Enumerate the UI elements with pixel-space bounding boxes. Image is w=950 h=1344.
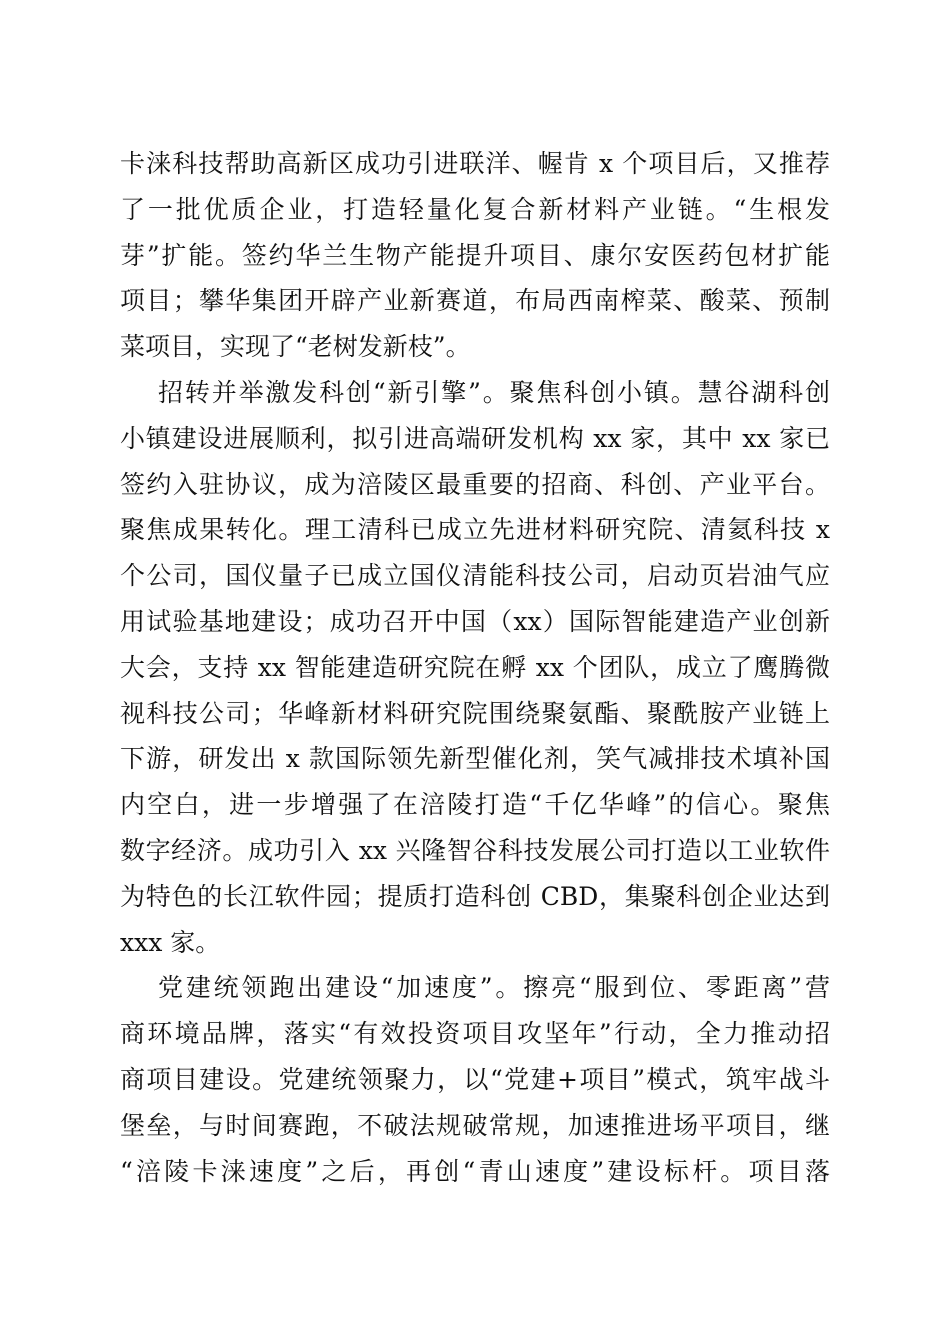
text-line: 党建统领跑出建设“加速度”。擦亮“服到位、零距离”营	[158, 973, 830, 1003]
text-line: 内空白，进一步增强了在涪陵打造“千亿华峰”的信心。聚焦	[120, 790, 830, 820]
text-line: 个公司，国仪量子已成立国仪清能科技公司，启动页岩油气应	[120, 561, 830, 591]
text-line: 堡垒，与时间赛跑，不破法规破常规，加速推进场平项目，继	[120, 1110, 830, 1140]
text-line: 项目；攀华集团开辟产业新赛道，布局西南榨菜、酸菜、预制	[120, 286, 830, 316]
text-line: 签约入驻协议，成为涪陵区最重要的招商、科创、产业平台。	[120, 469, 830, 499]
document-body	[120, 141, 830, 1194]
text-line: 招转并举激发科创“新引擎”。聚焦科创小镇。慧谷湖科创	[158, 377, 830, 407]
text-line: 聚焦成果转化。理工清科已成立先进材料研究院、清氦科技 x	[120, 515, 830, 545]
text-line: 为特色的长江软件园；提质打造科创 CBD，集聚科创企业达到	[120, 881, 830, 911]
text-line: 商环境品牌，落实“有效投资项目攻坚年”行动，全力推动招	[120, 1019, 830, 1049]
text-line: 下游，研发出 x 款国际领先新型催化剂，笑气减排技术填补国	[120, 744, 830, 774]
text-line: xxx 家。	[120, 927, 221, 957]
text-line: 了一批优质企业，打造轻量化复合新材料产业链。“生根发	[120, 194, 830, 224]
paragraph-1	[120, 141, 830, 370]
text-line: 数字经济。成功引入 xx 兴隆智谷科技发展公司打造以工业软件	[120, 835, 830, 865]
text-line: 小镇建设进展顺利，拟引进高端研发机构 xx 家，其中 xx 家已	[120, 423, 830, 453]
text-line: “涪陵卡涞速度”之后，再创“青山速度”建设标杆。项目落	[120, 1156, 830, 1186]
text-line: 用试验基地建设；成功召开中国（xx）国际智能建造产业创新	[120, 606, 830, 636]
paragraph-2	[120, 370, 830, 965]
text-line: 卡涞科技帮助高新区成功引进联洋、幄肯 x 个项目后，又推荐	[120, 149, 830, 178]
text-line: 芽”扩能。签约华兰生物产能提升项目、康尔安医药包材扩能	[120, 240, 830, 270]
text-line: 菜项目，实现了“老树发新枝”。	[120, 332, 471, 362]
text-line: 视科技公司；华峰新材料研究院围绕聚氨酯、聚酰胺产业链上	[120, 698, 830, 728]
paragraph-3	[120, 965, 830, 1194]
text-line: 商项目建设。党建统领聚力，以“党建+项目”模式，筑牢战斗	[120, 1064, 830, 1094]
text-line: 大会，支持 xx 智能建造研究院在孵 xx 个团队，成立了鹰腾微	[120, 652, 830, 682]
